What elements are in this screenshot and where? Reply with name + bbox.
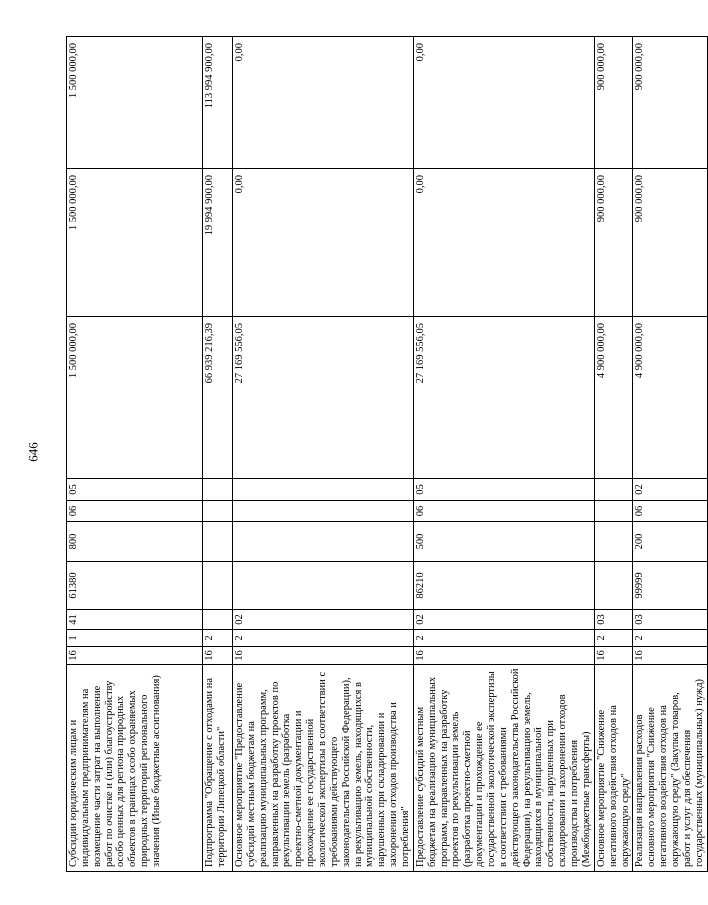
code-cell: [233, 522, 414, 562]
code-cell: [203, 610, 233, 630]
amount-cell: 0,00: [413, 37, 594, 169]
amount-cell: 19 994 900,00: [203, 169, 233, 317]
code-cell: 05: [67, 479, 203, 501]
code-cell: [594, 479, 633, 501]
amount-cell: 1 500 000,00: [67, 37, 203, 169]
code-cell: [233, 501, 414, 522]
code-cell: [203, 562, 233, 610]
row-name: Реализация направления расходов основного мероприятия "Снижение негативного воздействия отходов на окружающую среду" (Закупка товаров, работ и услуг для обеспечения государственных (муниципальных) нужд): [633, 665, 707, 872]
code-cell: 16: [67, 647, 203, 665]
amount-cell: 0,00: [233, 169, 414, 317]
code-cell: 02: [633, 479, 707, 501]
row-name: Подпрограмма "Обращение с отходами на территории Липецкой области": [203, 665, 233, 872]
amount-cell: 1 500 000,00: [67, 169, 203, 317]
code-cell: [594, 501, 633, 522]
amount-cell: 4 900 000,00: [594, 317, 633, 479]
table-row: [594, 37, 633, 872]
code-cell: [594, 522, 633, 562]
table-row: [203, 37, 233, 872]
code-cell: [233, 562, 414, 610]
code-cell: 2: [413, 630, 594, 647]
code-cell: 06: [633, 501, 707, 522]
amount-cell: 113 994 900,00: [203, 37, 233, 169]
code-cell: 800: [67, 522, 203, 562]
code-cell: 06: [67, 501, 203, 522]
code-cell: 61380: [67, 562, 203, 610]
code-cell: 2: [233, 630, 414, 647]
budget-table-wrapper: [66, 37, 705, 872]
table-row: [67, 37, 203, 872]
code-cell: 41: [67, 610, 203, 630]
amount-cell: 66 939 216,39: [203, 317, 233, 479]
code-cell: 2: [203, 630, 233, 647]
code-cell: [594, 562, 633, 610]
code-cell: 200: [633, 522, 707, 562]
code-cell: 99999: [633, 562, 707, 610]
row-name: Основное мероприятие "Снижение негативного воздействия отходов на окружающую среду": [594, 665, 633, 872]
row-name: Субсидии юридическим лицам и индивидуальным предпринимателям на возмещение части затрат на выполнение работ по очистке и (или) благоустройству особо ценных для региона природных объектов в границах особо охраняемых природных территорий регионального значения (Иные бюджетные ассигнования): [67, 665, 203, 872]
code-cell: 2: [594, 630, 633, 647]
amount-cell: 0,00: [413, 169, 594, 317]
amount-cell: 900 000,00: [633, 169, 707, 317]
code-cell: [203, 501, 233, 522]
code-cell: 1: [67, 630, 203, 647]
code-cell: 06: [413, 501, 594, 522]
code-cell: 16: [413, 647, 594, 665]
code-cell: 03: [633, 610, 707, 630]
code-cell: 2: [633, 630, 707, 647]
code-cell: [203, 522, 233, 562]
table-row: [233, 37, 414, 872]
amount-cell: 900 000,00: [633, 37, 707, 169]
amount-cell: 27 169 556,05: [233, 317, 414, 479]
code-cell: 05: [413, 479, 594, 501]
code-cell: 16: [233, 647, 414, 665]
row-name: Предоставление субсидий местным бюджетам на реализацию муниципальных программ, направленных на разработку проектов по рекультивации земель (разработка проектно-сметной документации и прохождение ее государственной экологической экспертизы в соответствии с требованиями действующего законодательства Российской Федерации), на рекультивацию земель, находящихся в муниципальной собственности, нарушенных при складировании и захоронении отходов производства и потребления (Межбюджетные трансферты): [413, 665, 594, 872]
amount-cell: 0,00: [233, 37, 414, 169]
amount-cell: 4 900 000,00: [633, 317, 707, 479]
code-cell: 86210: [413, 562, 594, 610]
code-cell: 02: [413, 610, 594, 630]
table-row: [413, 37, 594, 872]
amount-cell: 900 000,00: [594, 169, 633, 317]
amount-cell: 900 000,00: [594, 37, 633, 169]
code-cell: 16: [594, 647, 633, 665]
code-cell: [233, 479, 414, 501]
page-number: 646: [25, 442, 41, 462]
budget-table: [66, 36, 708, 872]
amount-cell: 27 169 556,05: [413, 317, 594, 479]
table-row: [633, 37, 707, 872]
amount-cell: 1 500 000,00: [67, 317, 203, 479]
row-name: Основное мероприятие "Предоставление субсидий местным бюджетам на реализацию муниципальных программ, направленных на разработку проектов по рекультивации земель (разработка проектно-сметной документации и прохождение ее государственной экологической экспертизы в соответствии с требованиями действующего законодательства Российской Федерации), на рекультивацию земель, находящихся в муниципальной собственности, нарушенных при складировании и захоронении отходов производства и потребления": [233, 665, 414, 872]
code-cell: 03: [594, 610, 633, 630]
code-cell: 16: [203, 647, 233, 665]
code-cell: 16: [633, 647, 707, 665]
code-cell: 500: [413, 522, 594, 562]
code-cell: 02: [233, 610, 414, 630]
code-cell: [203, 479, 233, 501]
